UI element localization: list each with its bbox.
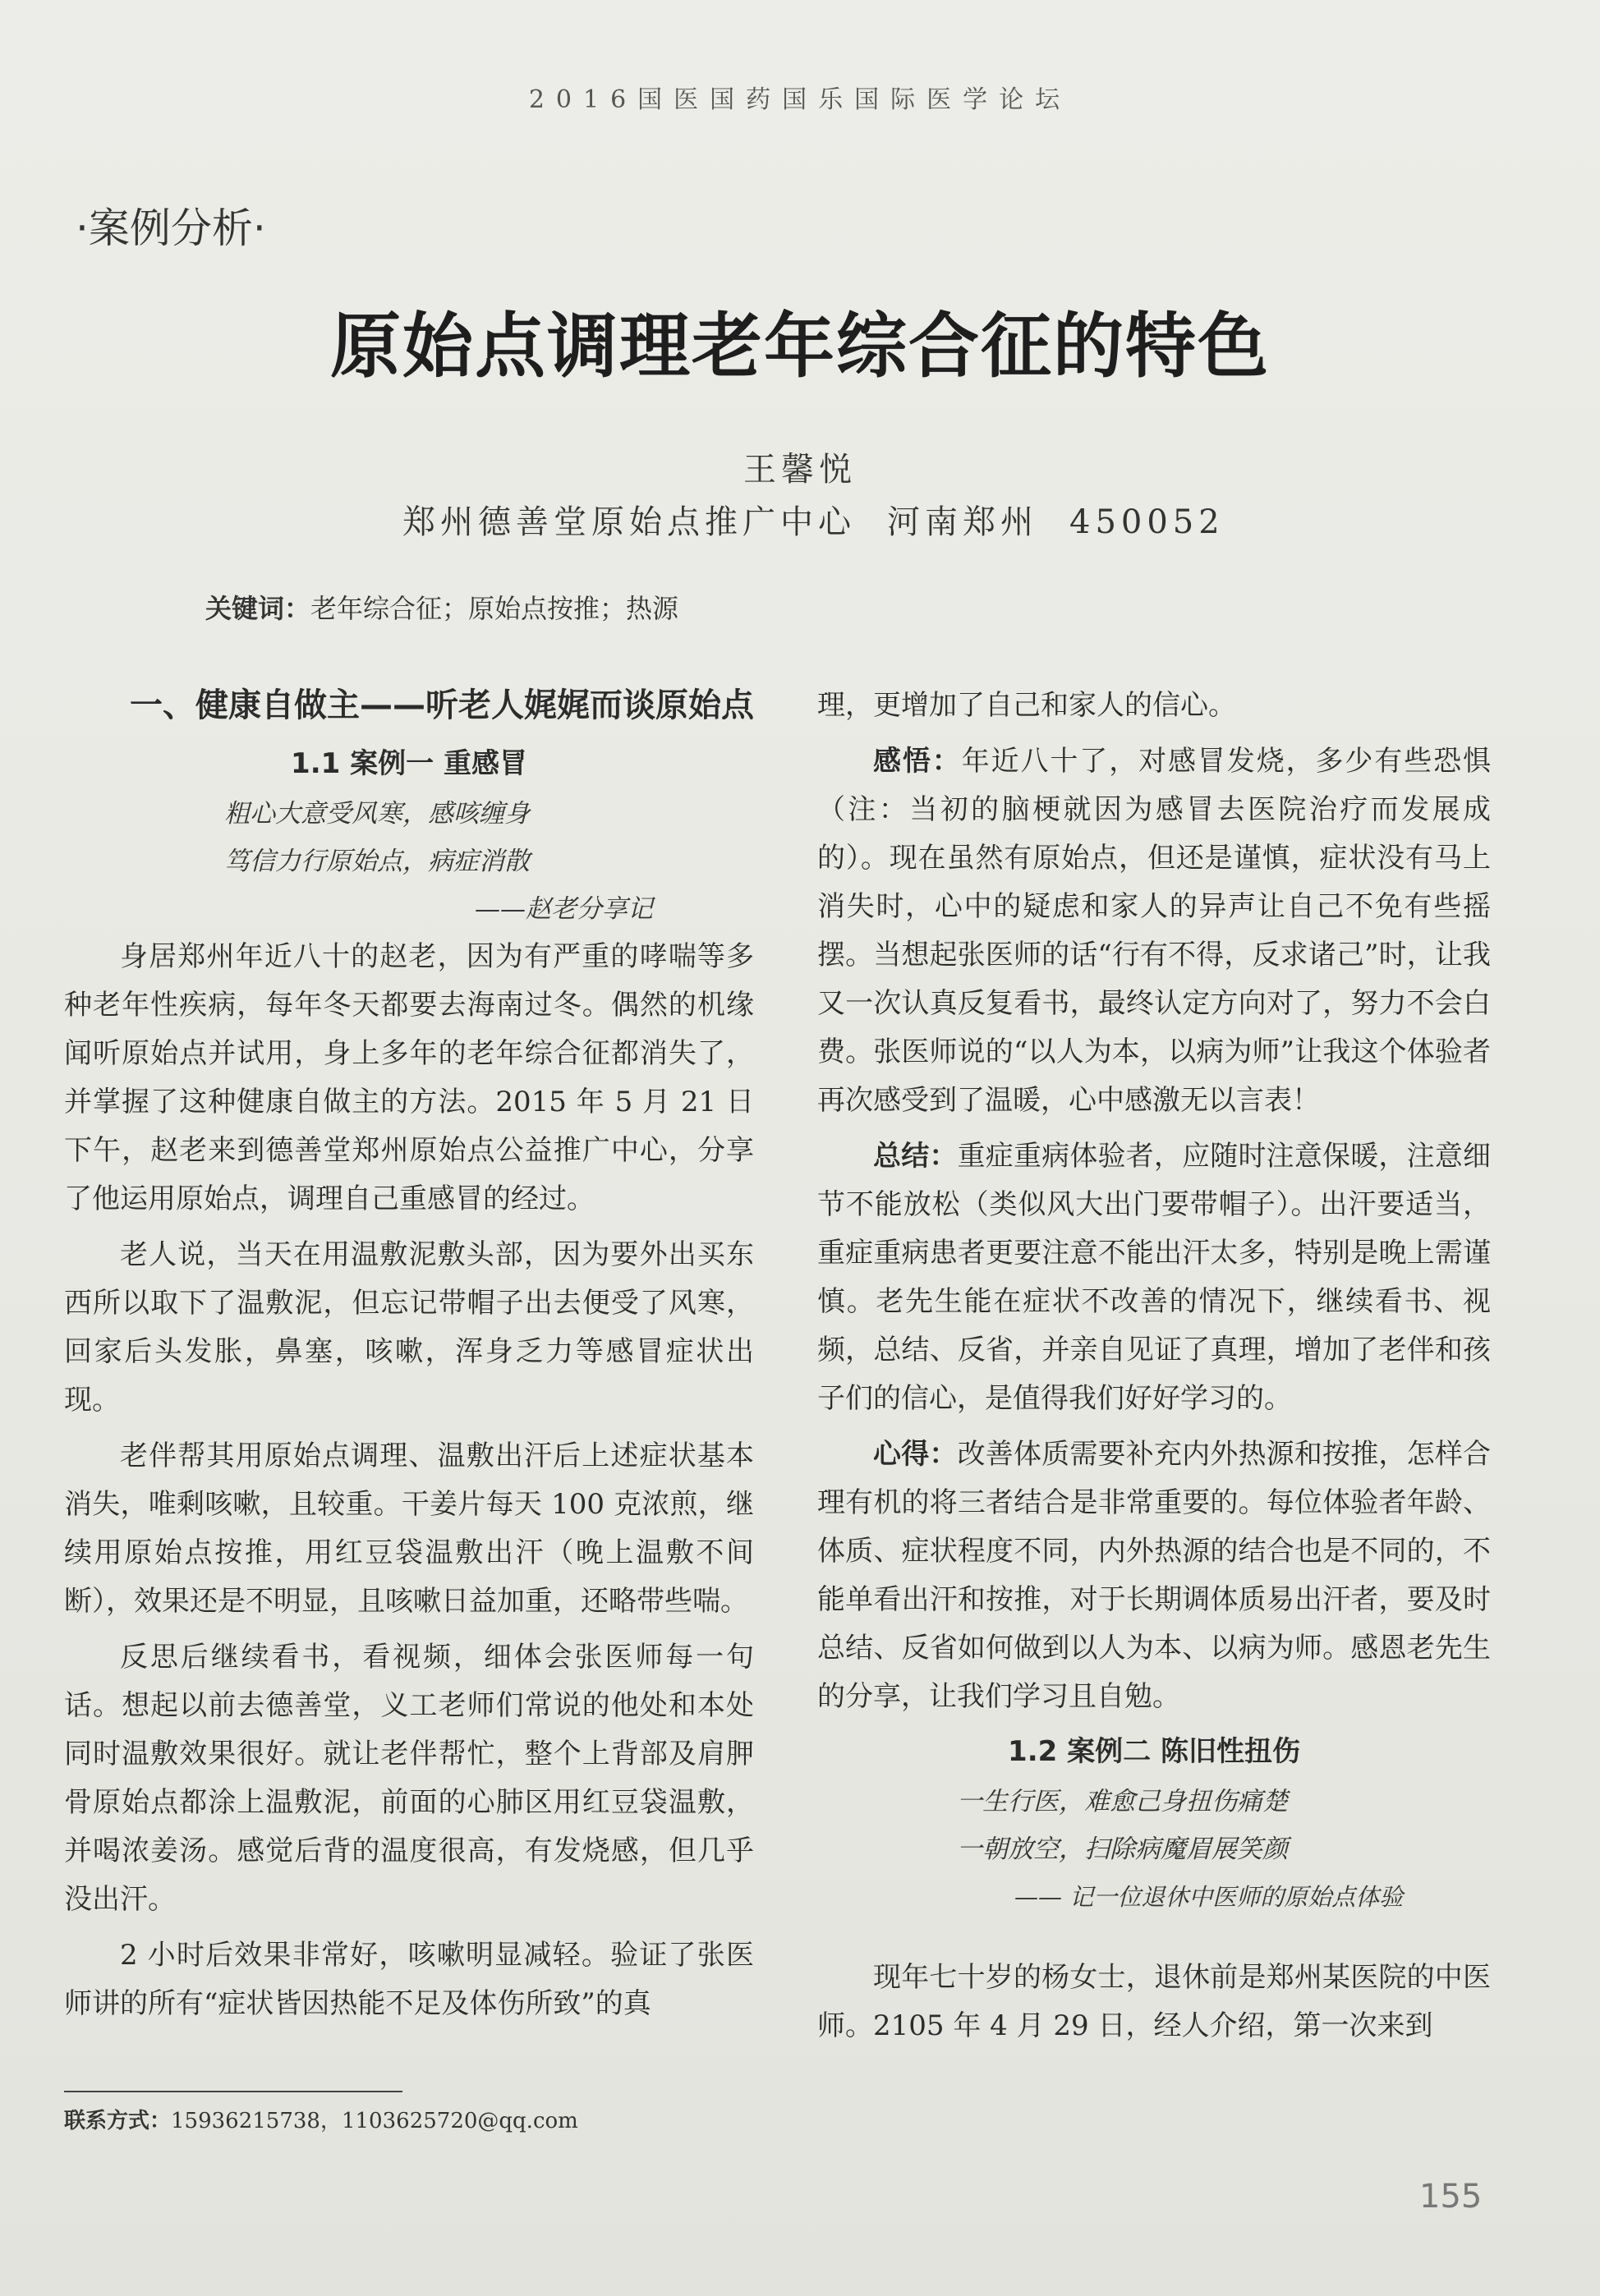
case1-poem-line1: 粗心大意受风寒，感咳缠身 [224,799,530,829]
keywords-text: 老年综合征；原始点按推；热源 [310,593,679,624]
case1-poem-line2: 笃信力行原始点，病症消散 [224,847,530,876]
keywords [205,588,678,626]
contact-footnote [64,2104,578,2134]
section-tag: ·案例分析· [76,204,266,252]
body-paragraph: 身居郑州年近八十的赵老，因为有严重的哮喘等多种老年性疾病，每年冬天都要去海南过冬。偶然的机缘闻听原始点并试用，身上多年的老年综合征都消失了，并掌握了这种健康自做主的方法。2015 年 5 月 21 日下午，赵老来到德善堂郑州原始点公益推广中心，分享了他运用原始点，调理自己重感冒的经过。 [64,940,754,1215]
case2-epigraph [817,1778,1491,1921]
body-paragraph: 老人说，当天在用温敷泥敷头部，因为要外出买东西所以取下了温敷泥，但忘记带帽子出去便受了风寒，回家后头发胀，鼻塞，咳嗽，浑身乏力等感冒症状出现。 [64,1238,754,1417]
insight-text: 年近八十了，对感冒发烧，多少有些恐惧（注：当初的脑梗就因为感冒去医院治疗而发展成的）。现在虽然有原始点，但还是谨慎，症状没有马上消失时，心中的疑虑和家人的异声让自己不免有些摇摆。当想起张医师的话“行有不得，反求诸己”时，让我又一次认真反复看书，最终认定方向对了，努力不会白费。张医师说的“以人为本，以病为师”让我这个体验者再次感受到了温暖，心中感激无以言表！ [817,745,1492,1117]
footnote-label: 联系方式： [64,2109,172,2133]
footnote-text: 15936215738，1103625720@qq.com [171,2109,578,2133]
body-paragraph: 反思后继续看书，看视频，细体会张医师每一句话。想起以前去德善堂，义工老师们常说的他处和本处同时温敷效果很好。就让老伴帮忙，整个上背部及肩胛骨原始点都涂上温敷泥，前面的心肺区用红豆袋温敷，并喝浓姜汤。感觉后背的温度很高，有发烧感，但几乎没出汗。 [64,1641,754,1916]
insight-paragraph [817,737,1491,1125]
author-name: 王馨悦 [743,451,857,489]
spacer [817,1921,1491,1954]
case2-paragraph: 现年七十岁的杨女士，退休前是郑州某医院的中医师。2105 年 4 月 29 日，经人介绍，第一次来到 [817,1961,1491,2042]
case2-title: 1.2 案例二 陈旧性扭伤 [1008,1735,1300,1768]
case2-poem-line2: 一朝放空，扫除病魔眉展笑颜 [957,1835,1288,1864]
section-heading: 一、健康自做主——听老人娓娓而谈原始点 [130,687,754,724]
keywords-label: 关键词： [205,593,311,624]
summary-paragraph [817,1132,1491,1423]
article-title: 原始点调理老年综合征的特色 [330,305,1270,388]
insight-label: 感悟： [873,745,962,778]
case1-epigraph [64,790,754,933]
experience-paragraph [817,1430,1491,1721]
summary-text: 重症重病体验者，应随时注意保暖，注意细节不能放松（类似风大出门要带帽子）。出汗要适当，重症重病患者更要注意不能出汗太多，特别是晚上需谨慎。老先生能在症状不改善的情况下，继续看书、视频，总结、反省，并亲自见证了真理，增加了老伴和孩子们的信心，是值得我们好好学习的。 [817,1140,1492,1415]
case2-attribution: —— 记一位退休中医师的原始点体验 [1014,1883,1404,1911]
case2-poem-line1: 一生行医，难愈己身扭伤痛楚 [957,1787,1288,1816]
experience-label: 心得： [873,1438,958,1471]
left-column [64,682,754,2036]
affiliation-city: 河南郑州 [887,503,1038,541]
page-number: 155 [1419,2178,1483,2216]
footnote-divider [64,2091,402,2092]
running-header: 2016国医国药国乐国际医学论坛 [528,85,1072,114]
author-affiliation [402,496,1256,543]
affiliation-postcode: 450052 [1069,503,1225,541]
case1-attribution: ——赵老分享记 [475,894,653,924]
continuation-paragraph: 理，更增加了自己和家人的信心。 [817,689,1236,722]
body-paragraph: 2 小时后效果非常好，咳嗽明显减轻。验证了张医师讲的所有“症状皆因热能不足及体伤所致”的真 [64,1939,754,2020]
body-paragraph: 老伴帮其用原始点调理、温敷出汗后上述症状基本消失，唯剩咳嗽，且较重。干姜片每天 100 克浓煎，继续用原始点按推，用红豆袋温敷出汗（晚上温敷不间断），效果还是不明显，且咳嗽日益加重，还略带些喘。 [64,1440,754,1618]
right-column [817,682,1491,2058]
affiliation-org: 郑州德善堂原始点推广中心 [402,503,856,541]
summary-label: 总结： [873,1140,958,1173]
experience-text: 改善体质需要补充内外热源和按推，怎样合理有机的将三者结合是非常重要的。每位体验者年龄、体质、症状程度不同，内外热源的结合也是不同的，不能单看出汗和按推，对于长期调体质易出汗者，要及时总结、反省如何做到以人为本、以病为师。感恩老先生的分享，让我们学习且自勉。 [817,1438,1492,1713]
case1-title: 1.1 案例一 重感冒 [291,747,527,780]
